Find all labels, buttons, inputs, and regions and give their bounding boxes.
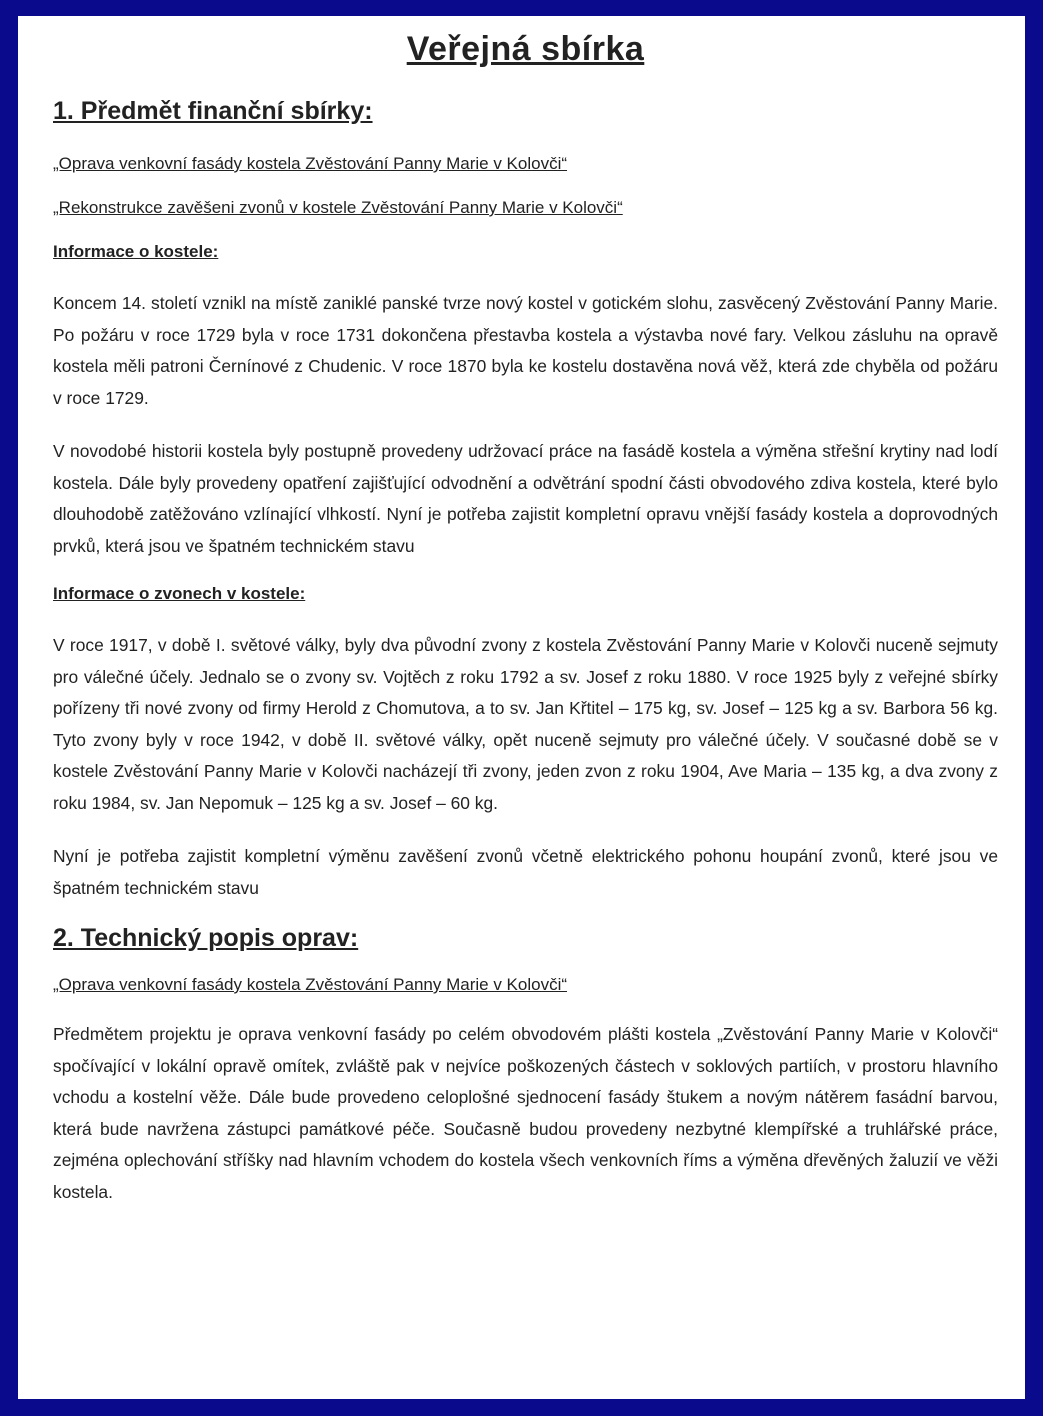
- church-info-paragraph-1: Koncem 14. století vznikl na místě zaniklé panské tvrze nový kostel v gotickém slohu, zasvěcený Zvěstování Panny Marie. Po požáru v roce 1729 byla v roce 1731 dokončena přestavba kostela a výstavba nové fary. Velkou zásluhu na opravě kostela měli patroni Černínové z Chudenic. V roce 1870 byla ke kostelu dostavěna nová věž, která zde chyběla od požáru v roce 1729.: [53, 293, 998, 408]
- document-content: [53, 30, 998, 1230]
- bells-info-heading: Informace o zvonech v kostele:: [53, 584, 306, 603]
- church-info-paragraph-2: V novodobé historii kostela byly postupně provedeny udržovací práce na fasádě kostela a výměna střešní krytiny nad lodí kostela. Dále byly provedeny opatření zajišťující odvodnění a odvětrání spodní části obvodového zdiva kostela, které bylo dlouhodobě zatěžováno vzlínající vlhkostí. Nyní je potřeba zajistit kompletní opravu vnější fasády kostela a doprovodných prvků, která jsou ve špatném technickém stavu: [53, 441, 998, 556]
- bells-info-paragraph-1: V roce 1917, v době I. světové války, byly dva původní zvony z kostela Zvěstování Panny Marie v Kolovči nuceně sejmuty pro válečné účely. Jednalo se o zvony sv. Vojtěch z roku 1792 a sv. Josef z roku 1880. V roce 1925 byly z veřejné sbírky pořízeny tři nové zvony od firmy Herold z Chomutova, a to sv. Jan Křtitel – 175 kg, sv. Josef – 125 kg a sv. Barbora 56 kg. Tyto zvony byly v roce 1942, v době II. světové války, opět nuceně sejmuty pro válečné účely. V současné době se v kostele Zvěstování Panny Marie v Kolovči nacházejí tři zvony, jeden zvon z roku 1904, Ave Maria – 135 kg, a dva zvony z roku 1984, sv. Jan Nepomuk – 125 kg a sv. Josef – 60 kg.: [53, 635, 998, 813]
- section-1-subtitle-facade: „Oprava venkovní fasády kostela Zvěstování Panny Marie v Kolovči“: [53, 154, 568, 173]
- section-2-subtitle-facade: „Oprava venkovní fasády kostela Zvěstování Panny Marie v Kolovči“: [53, 975, 568, 994]
- section-1-heading: 1. Předmět finanční sbírky:: [53, 97, 373, 125]
- document-title: Veřejná sbírka: [406, 30, 645, 68]
- section-1-subtitle-bells: „Rekonstrukce zavěšeni zvonů v kostele Zvěstování Panny Marie v Kolovči“: [53, 198, 623, 217]
- church-info-heading: Informace o kostele:: [53, 242, 219, 261]
- bells-info-paragraph-2: Nyní je potřeba zajistit kompletní výměnu zavěšení zvonů včetně elektrického pohonu houpání zvonů, které jsou ve špatném technickém stavu: [53, 846, 998, 898]
- document-page: [18, 16, 1025, 1399]
- technical-description-paragraph: Předmětem projektu je oprava venkovní fasády po celém obvodovém plášti kostela „Zvěstování Panny Marie v Kolovči“ spočívající v lokální opravě omítek, zvláště pak v nejvíce poškozených částech v soklových partiích, v prostoru hlavního vchodu a kostelní věže. Dále bude provedeno celoplošné sjednocení fasády štukem a novým nátěrem fasádní barvou, která bude navržena zástupci památkové péče. Současně budou provedeny nezbytné klempířské a truhlářské práce, zejména oplechování stříšky nad hlavním vchodem do kostela všech venkovních říms a výměna dřevěných žaluzií ve věži kostela.: [53, 1024, 998, 1202]
- section-2-heading: 2. Technický popis oprav:: [53, 924, 359, 952]
